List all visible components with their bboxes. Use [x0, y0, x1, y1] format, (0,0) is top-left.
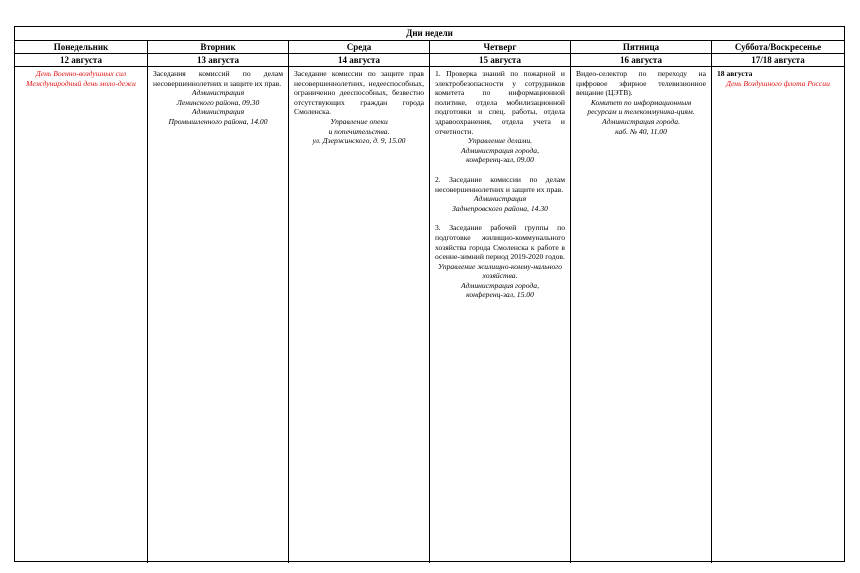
- events-row: [15, 67, 844, 563]
- header-tuesday: Вторник: [148, 41, 289, 53]
- event-description: Заседания комиссий по делам несовершеннолетних и защите их прав.: [153, 69, 283, 88]
- cell-weekend: [712, 67, 844, 563]
- holiday-air-fleet-day: День Воздушного флота России: [726, 78, 830, 88]
- event-organizer: и попечительства.: [328, 126, 390, 136]
- weekend-date-label: 18 августа: [717, 69, 753, 78]
- cell-tuesday: [148, 67, 289, 563]
- spacer: [435, 165, 565, 175]
- event-description: 1. Проверка знаний по пожарной и электробезопасности у сотрудников комитета по информационной политике, отдела мобилизационной подготовки и спец. работы, отдела здравоохранения, отдела учета и отчетности.: [435, 69, 565, 136]
- event-location: ул. Дзержинского, д. 9, 15.00: [312, 136, 406, 146]
- cell-thursday: [430, 67, 571, 563]
- event-organizer: Администрация: [473, 194, 527, 204]
- event-organizer: Управление жилищно-комму-нального хозяйства.: [437, 261, 563, 281]
- event-location: каб. № 40, 11.00: [615, 126, 667, 136]
- event-location: конференц-зал, 15.00: [466, 290, 534, 300]
- event-description: Заседание комиссии по защите прав несовершеннолетних, недееспособных, ограниченно дееспособных, безвестно отсутствующих граждан города Смоленска.: [294, 69, 424, 117]
- cell-friday: [571, 67, 712, 563]
- event-organizer: Управление делами.: [467, 136, 533, 146]
- event-location: Промышленного района, 14.00: [168, 116, 268, 126]
- spacer: [435, 213, 565, 223]
- date-row: [15, 54, 844, 67]
- date-friday: 16 августа: [571, 54, 712, 66]
- header-friday: Пятница: [571, 41, 712, 53]
- holiday-youth-day: Международный день моло-дежи: [26, 78, 136, 88]
- date-monday: 12 августа: [15, 54, 148, 66]
- header-thursday: Четверг: [430, 41, 571, 53]
- event-description: 2. Заседание комиссии по делам несовершеннолетних и защите их прав.: [435, 174, 565, 194]
- holiday-air-force-day: День Военно-воздушных сил: [35, 69, 127, 78]
- weekday-header-row: [15, 41, 844, 54]
- cell-wednesday: [289, 67, 430, 563]
- event-organizer: Комитет по информационным ресурсам и телекоммуника-циям.: [587, 97, 695, 117]
- event-description: 3. Заседание рабочей группы по подготовке жилищно-коммунального хозяйства города Смоленска к работе в осенне-зимний период 2019-2020 годов.: [435, 223, 565, 262]
- event-organizer: Администрация: [191, 107, 245, 117]
- event-location: конференц-зал, 09.00: [466, 155, 534, 165]
- header-weekend: Суббота/Воскресенье: [734, 42, 822, 52]
- event-location: Заднепровского района, 14.30: [452, 203, 548, 213]
- event-location: Администрация города.: [602, 116, 680, 126]
- date-weekend: 17/18 августа: [751, 55, 805, 65]
- header-wednesday: Среда: [289, 41, 430, 53]
- date-thursday: 15 августа: [430, 54, 571, 66]
- date-wednesday: 14 августа: [289, 54, 430, 66]
- header-monday: Понедельник: [15, 41, 148, 53]
- event-location: Администрация города,: [461, 280, 539, 290]
- event-location: Ленинского района, 09.30: [176, 97, 260, 107]
- event-organizer: Управление опеки: [330, 116, 388, 126]
- cell-monday: [15, 67, 148, 563]
- weekly-schedule-table: [14, 26, 845, 562]
- event-organizer: Администрация: [191, 88, 245, 98]
- table-title: Дни недели: [15, 27, 844, 41]
- date-tuesday: 13 августа: [148, 54, 289, 66]
- event-description: Видео-селектор по переходу на цифровое эфирное телевизионное вещание (ЦЭТВ).: [576, 69, 706, 98]
- event-location: Администрация города,: [461, 145, 539, 155]
